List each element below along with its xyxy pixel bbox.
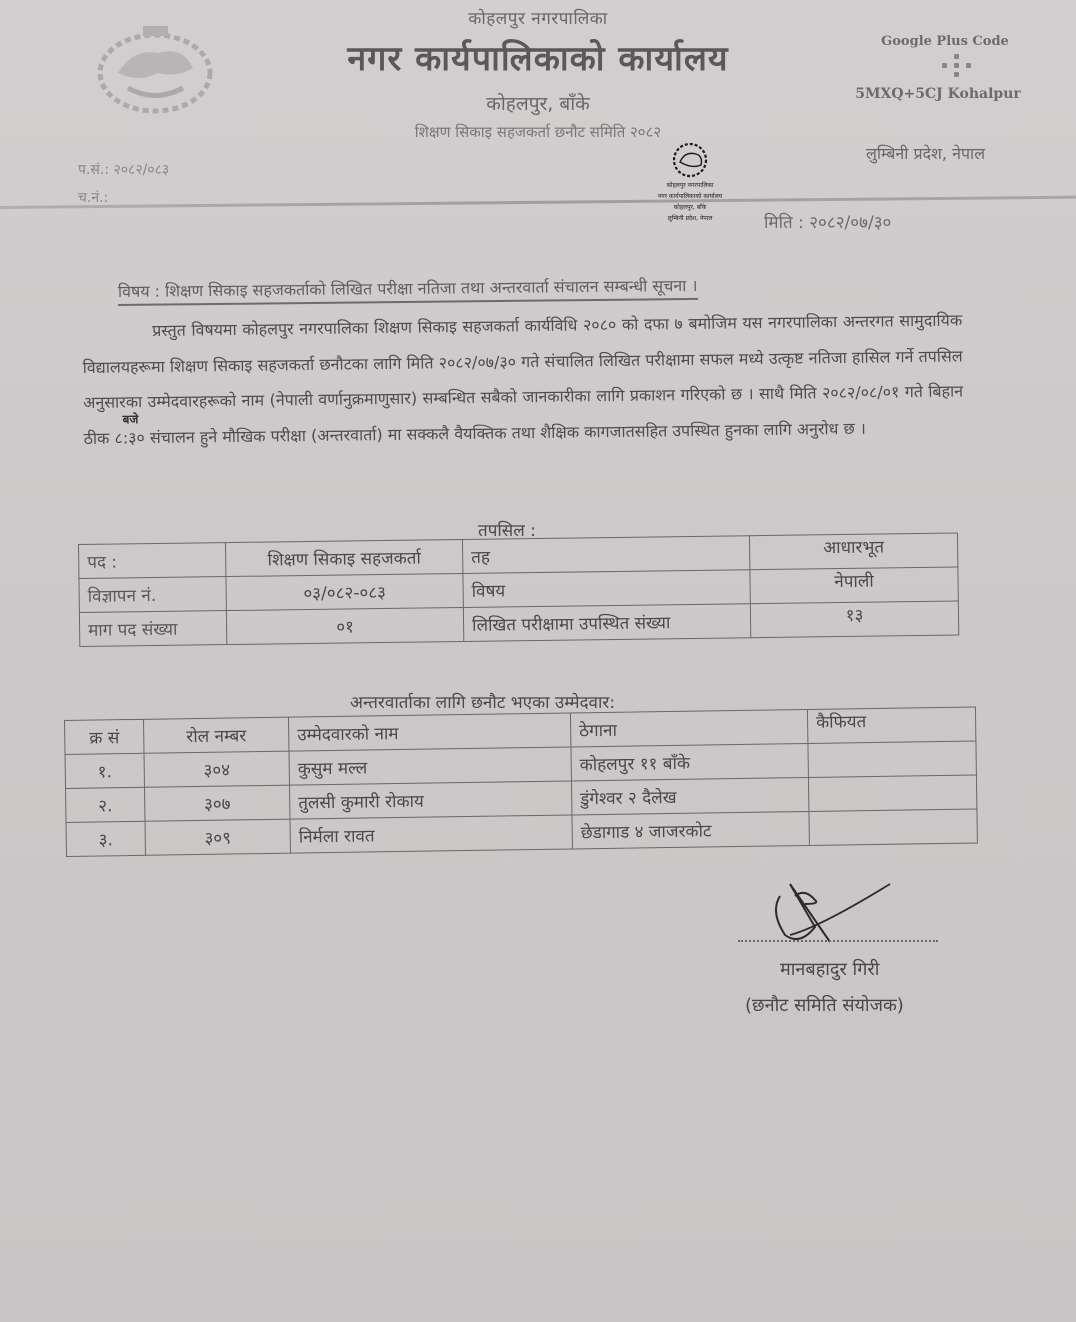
column-header: कैफियत (807, 707, 975, 743)
notice-body-text-2: संचालन हुने मौखिक परीक्षा (अन्तरवार्ता) मा सक्कलै वैयक्तिक तथा शैक्षिक कागजातसहित उपस्थित हुनका लागि अनुरोध छ । (144, 418, 866, 447)
serial-cell: १. (65, 753, 144, 788)
stamp-line-2: नगर कार्यपालिकाको कार्यालय (657, 193, 723, 200)
stamp-line-3: कोहलपुर, बाँके (673, 204, 707, 211)
table-cell: विषय (463, 570, 750, 608)
plus-code-icon (937, 54, 977, 82)
province: लुम्बिनी प्रदेश, नेपाल (866, 144, 986, 163)
committee-name: शिक्षण सिकाइ सहजकर्ता छनौट समिति २०८२ (414, 123, 662, 141)
dispatch-number: च.नं.: (78, 190, 109, 206)
reference-number: प.सं.: २०८२/०८३ (78, 162, 170, 178)
signer-role: (छनौट समिति संयोजक) (745, 995, 904, 1016)
table-cell: तह (462, 536, 749, 574)
table-cell: शिक्षण सिकाइ सहजकर्ता (225, 539, 462, 576)
address-cell: कोहलपुर ११ बाँके (571, 743, 808, 781)
table-cell: विज्ञापन नं. (79, 577, 226, 613)
table-cell: नेपाली (750, 567, 958, 604)
roll-cell: ३०४ (144, 751, 289, 787)
notice-date: मिति : २०८२/०७/३० (764, 213, 892, 233)
notice-body-text-1: प्रस्तुत विषयमा कोहलपुर नगरपालिका शिक्षण सिकाइ सहजकर्ता कार्यविधि २०८० को दफा ७ बमोजिम यस नगरपालिका अन्तरगत सामुदायिक विद्यालयहरूमा शिक्षण सिकाइ सहजकर्ता छनौटका लागि मिति २०८२/०७/३० गते संचालित लिखित परीक्षामा सफल मध्ये उत्कृष्ट नतिजा हासिल गर्ने तपसिल अनुसारका उम्मेदवारहरूको नाम (नेपाली वर्णानुक्रमाणुसार) सम्बन्धित सबैको जानकारीका लागि प्रकाशन गरिएको छ । साथै मिति २०८२/०८/०१ गते बिहान ठीक ८:३० (82, 310, 964, 448)
column-header: उम्मेदवारको नाम (288, 713, 570, 751)
header-divider (0, 196, 1076, 209)
remarks-cell (809, 809, 977, 845)
candidates-table (64, 706, 978, 857)
signature-line (738, 940, 938, 942)
office-stamp-icon (672, 142, 708, 178)
name-cell: निर्मला रावत (290, 815, 572, 853)
table-cell: आधारभूत (749, 533, 957, 570)
serial-cell: २. (66, 787, 145, 822)
stamp-line-1: कोहलपुर नगरपालिका (666, 182, 714, 189)
office-title: नगर कार्यपालिकाको कार्यालय (347, 39, 729, 79)
column-header: ठेगाना (570, 709, 807, 747)
signer-name: मानबहादुर गिरी (780, 959, 880, 980)
roll-cell: ३०९ (145, 819, 290, 855)
office-address: कोहलपुर, बाँके (486, 93, 590, 115)
notice-body (82, 302, 964, 456)
column-header: रोल नम्बर (143, 717, 288, 753)
plus-code-label: Google Plus Code (881, 34, 1009, 49)
name-cell: कुसुम मल्ल (289, 747, 571, 785)
table-cell: ०१ (226, 607, 463, 644)
candidates-title: अन्तरवार्ताका लागि छनौट भएका उम्मेदवार: (350, 693, 616, 713)
name-cell: तुलसी कुमारी रोकाय (289, 781, 571, 819)
column-header: क्र सं (65, 719, 144, 754)
address-cell: छेडागाड ४ जाजरकोट (572, 811, 809, 849)
serial-cell: ३. (66, 821, 145, 856)
address-cell: डुंगेश्वर २ दैलेख (571, 777, 808, 815)
municipality-name: कोहलपुर नगरपालिका (468, 9, 608, 29)
table-cell: माग पद संख्या (79, 611, 226, 647)
notice-subject: विषय : शिक्षण सिकाइ सहजकर्ताको लिखित परीक्षा नतिजा तथा अन्तरवार्ता संचालन सम्बन्धी सूचना । (118, 276, 698, 306)
plus-code: 5MXQ+5CJ Kohalpur (855, 86, 1021, 102)
table-cell: लिखित परीक्षामा उपस्थित संख्या (463, 604, 750, 642)
table-cell: पद : (79, 543, 226, 579)
remarks-cell (808, 741, 976, 777)
stamp-line-4: लुम्बिनी प्रदेश, नेपाल (667, 215, 713, 222)
handwritten-insert: बजे (122, 411, 139, 426)
table-cell: ०३/०८२-०८३ (226, 573, 463, 610)
office-stamp (640, 142, 740, 226)
schedule-label: तपसिल : (478, 521, 536, 541)
table-cell: १३ (750, 601, 958, 638)
remarks-cell (808, 775, 976, 811)
roll-cell: ३०७ (145, 785, 290, 821)
post-details-table (78, 532, 959, 647)
